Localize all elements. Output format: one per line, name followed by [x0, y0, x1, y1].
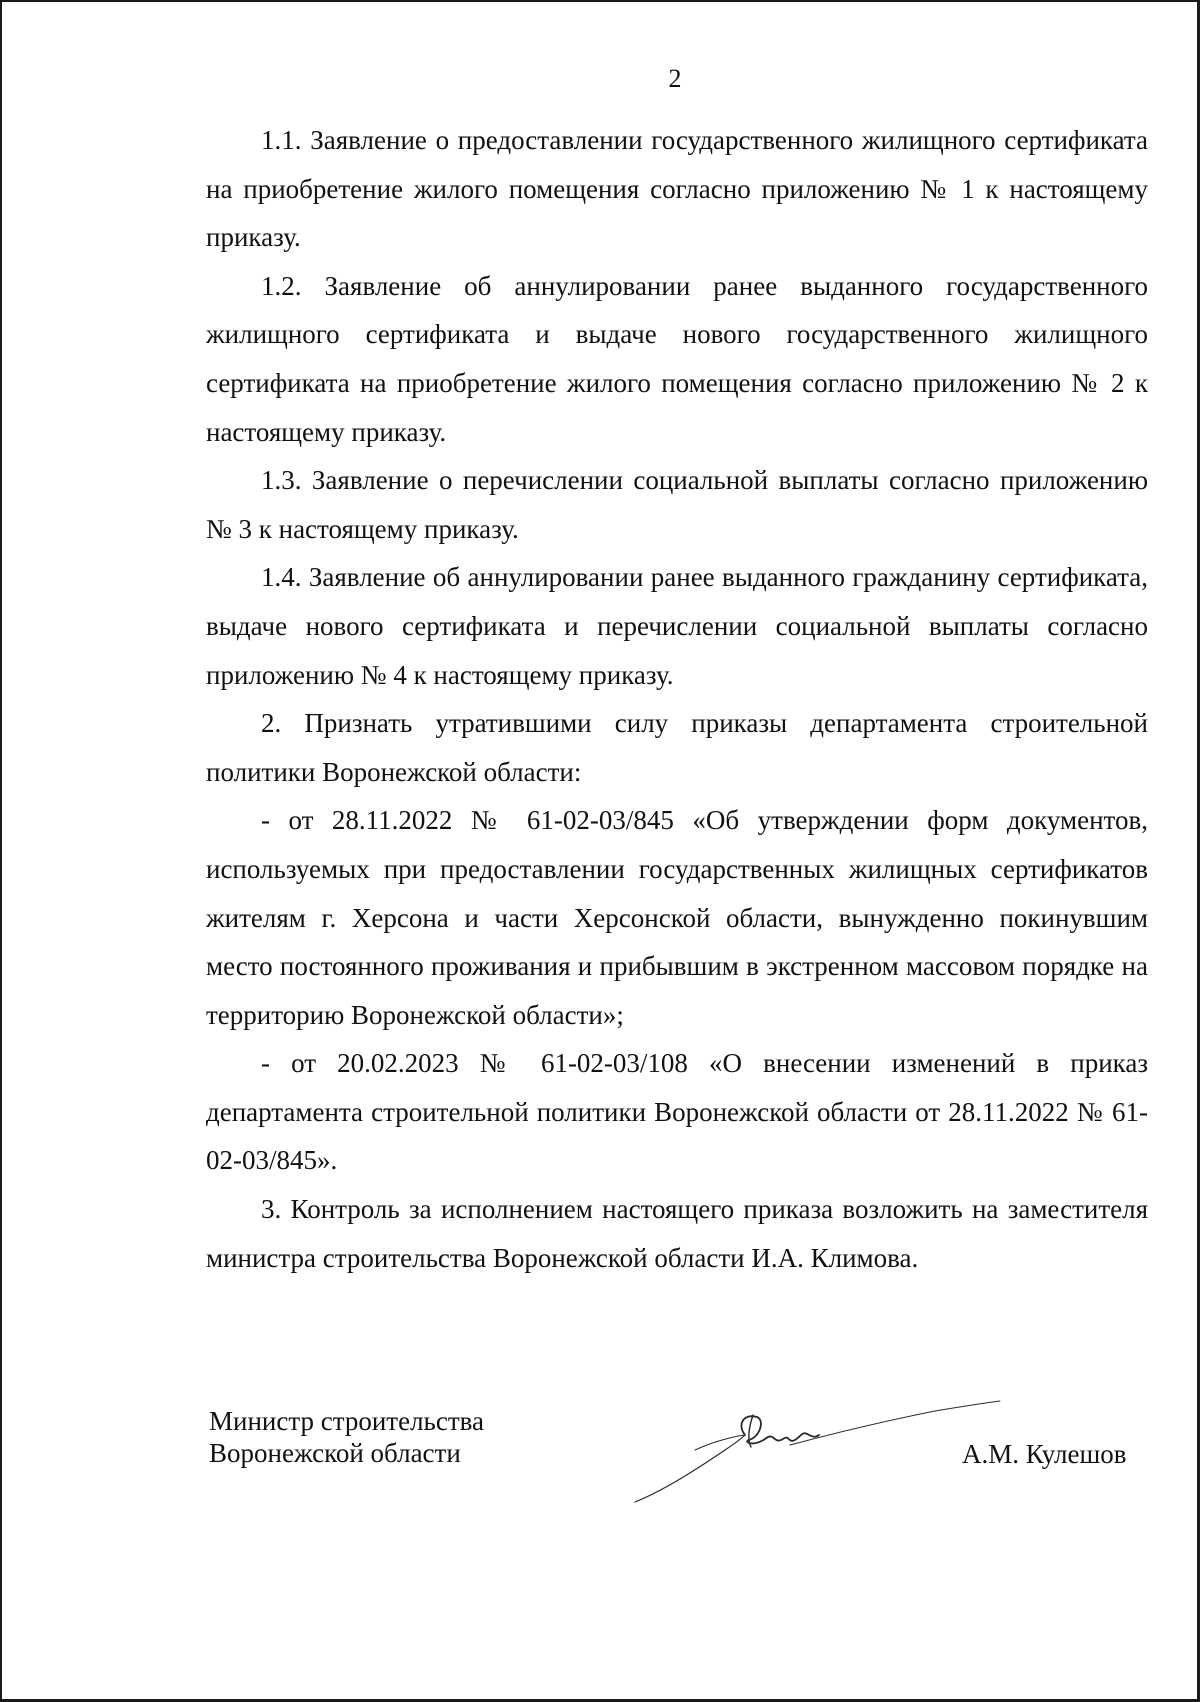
signer-position-line-1: Министр строительства — [209, 1406, 485, 1436]
signer-position-line-2: Воронежской области — [209, 1438, 461, 1468]
document-body — [206, 116, 1148, 1282]
scan-border-top — [0, 0, 1200, 2]
paragraph-1-2: 1.2. Заявление об аннулировании ранее выданного государственного жилищного сертификата и выдаче нового государственного жилищного сертификата на приобретение жилого помещения согласно приложению № 2 к настоящему приказу. — [206, 270, 1148, 447]
paragraph-2: 2. Признать утратившими силу приказы департамента строительной политики Воронежской области: — [206, 708, 1148, 787]
paragraph-1-3: 1.3. Заявление о перечислении социальной выплаты согласно приложению № 3 к настоящему приказу. — [206, 465, 1148, 544]
paragraph-2-item-1: - от 28.11.2022 № 61-02-03/845 «Об утверждении форм документов, используемых при предоставлении государственных жилищных сертификатов жителям г. Херсона и части Херсонской области, вынужденно покинувшим место постоянного проживания и прибывшим в экстренном массовом порядке на территорию Воронежской области»; — [206, 805, 1148, 1030]
paragraph-1-4: 1.4. Заявление об аннулировании ранее выданного гражданину сертификата, выдаче нового сертификата и перечислении социальной выплаты согласно приложению № 4 к настоящему приказу. — [206, 562, 1148, 690]
signer-position — [209, 1405, 484, 1469]
scan-border-left — [0, 0, 2, 1702]
paragraph-3: 3. Контроль за исполнением настоящего приказа возложить на заместителя министра строительства Воронежской области И.А. Климова. — [206, 1194, 1148, 1273]
paragraph-1-1: 1.1. Заявление о предоставлении государственного жилищного сертификата на приобретение жилого помещения согласно приложению № 1 к настоящему приказу. — [206, 125, 1148, 253]
signer-name: А.М. Кулешов — [962, 1439, 1127, 1469]
page-number: 2 — [668, 64, 682, 93]
paragraph-2-item-2: - от 20.02.2023 № 61-02-03/108 «О внесении изменений в приказ департамента строительной политики Воронежской области от 28.11.2022 № 61-02-03/845». — [206, 1048, 1148, 1176]
